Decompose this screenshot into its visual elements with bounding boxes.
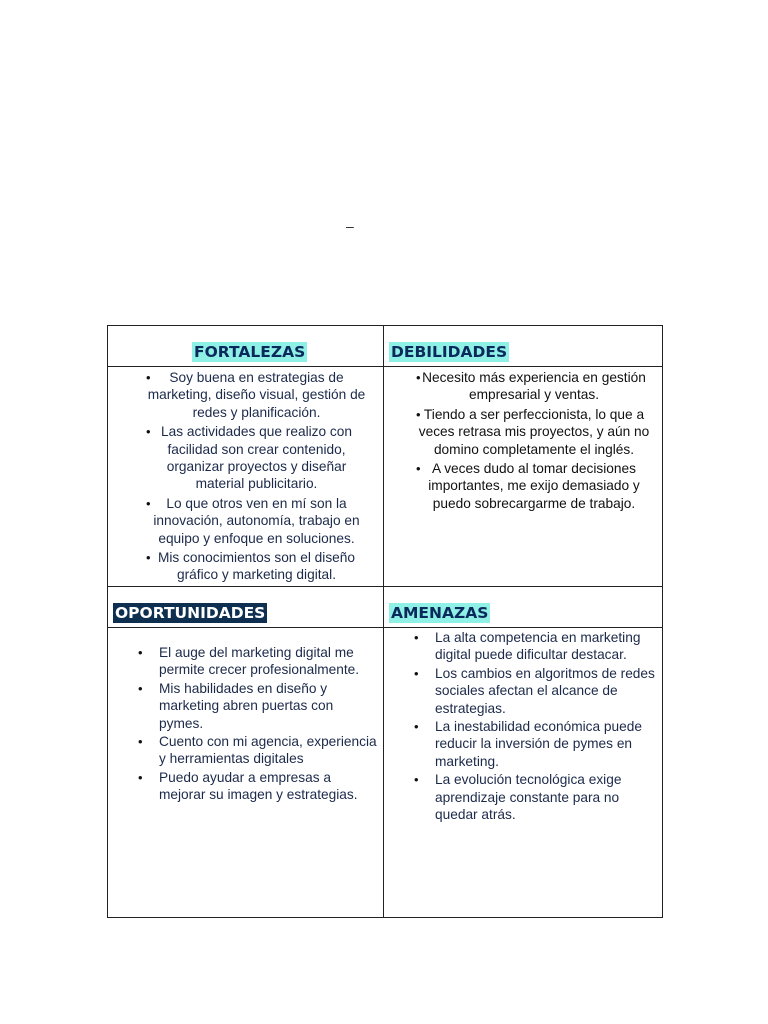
oportunidades-item: • El auge del marketing digital me permite crecer profesionalmente. [112, 644, 379, 679]
debilidades-list [384, 367, 662, 512]
dash-mark: – [346, 218, 354, 234]
amenazas-header-cell [384, 586, 663, 627]
fortalezas-title: FORTALEZAS [194, 343, 306, 361]
oportunidades-list [108, 628, 383, 804]
debilidades-cell [384, 367, 663, 587]
oportunidades-header-cell [108, 586, 384, 627]
fortalezas-item: • Soy buena en estrategias de marketing, diseño visual, gestión de redes y planificación. [116, 369, 375, 421]
debilidades-header-cell [384, 326, 663, 367]
amenazas-item: • La evolución tecnológica exige aprendizaje constante para no quedar atrás. [388, 771, 658, 823]
oportunidades-item: • Puedo ayudar a empresas a mejorar su imagen y estrategias. [112, 769, 379, 804]
fortalezas-header-cell [108, 326, 384, 367]
fortalezas-cell [108, 367, 384, 587]
fortalezas-item: • Las actividades que realizo con facilidad son crear contenido, organizar proyectos y diseñar material publicitario. [116, 423, 375, 493]
oportunidades-cell [108, 627, 384, 917]
foda-matrix [107, 325, 663, 918]
debilidades-item: • Necesito más experiencia en gestión empresarial y ventas. [392, 369, 654, 404]
amenazas-item: • La alta competencia en marketing digital puede dificultar destacar. [388, 629, 658, 664]
fortalezas-list [108, 367, 383, 584]
amenazas-item: • La inestabilidad económica puede reducir la inversión de pymes en marketing. [388, 718, 658, 770]
amenazas-item: • Los cambios en algoritmos de redes sociales afectan el alcance de estrategias. [388, 665, 658, 717]
amenazas-title: AMENAZAS [391, 603, 489, 622]
oportunidades-item: • Cuento con mi agencia, experiencia y herramientas digitales [112, 733, 379, 768]
oportunidades-item: • Mis habilidades en diseño y marketing abren puertas con pymes. [112, 680, 379, 732]
fortalezas-item: • Mis conocimientos son el diseño gráfico y marketing digital. [116, 549, 375, 584]
amenazas-list [384, 628, 662, 823]
oportunidades-title: OPORTUNIDADES [115, 603, 266, 622]
debilidades-title: DEBILIDADES [391, 343, 508, 361]
debilidades-item: • A veces dudo al tomar decisiones importantes, me exijo demasiado y puedo sobrecargarme de trabajo. [392, 460, 654, 512]
fortalezas-item: • Lo que otros ven en mí son la innovación, autonomía, trabajo en equipo y enfoque en soluciones. [116, 495, 375, 547]
amenazas-cell [384, 627, 663, 917]
debilidades-item: • Tiendo a ser perfeccionista, lo que a veces retrasa mis proyectos, y aún no domino completamente el inglés. [392, 406, 654, 458]
